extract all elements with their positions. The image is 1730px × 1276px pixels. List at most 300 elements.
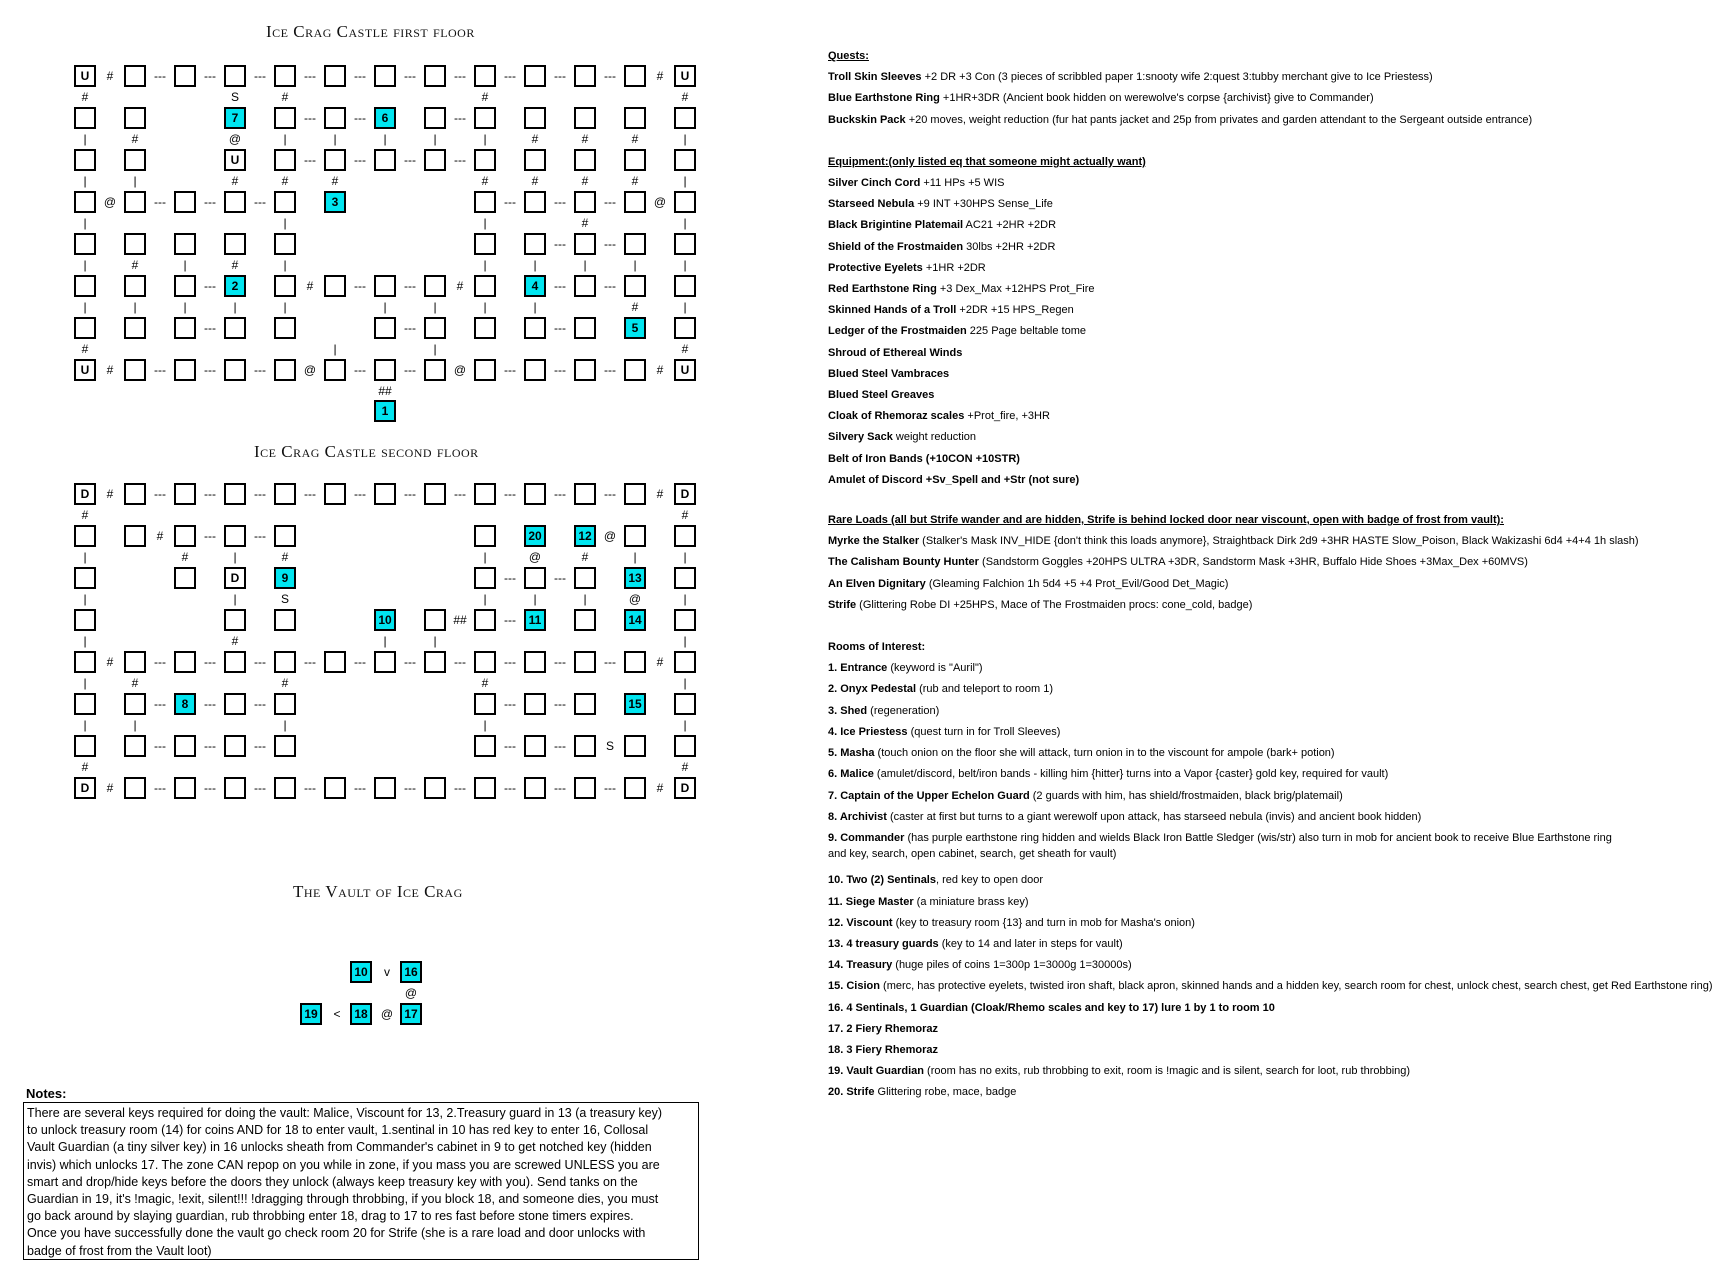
item-name: Protective Eyelets <box>828 261 923 274</box>
map-connector: --- <box>204 279 216 293</box>
labeled-room: U <box>74 359 96 381</box>
map-connector: --- <box>354 487 366 501</box>
map-connector: | <box>83 174 87 188</box>
map-connector: --- <box>554 279 566 293</box>
item-name: Myrke the Stalker <box>828 535 920 548</box>
room-box <box>224 233 246 255</box>
room-box <box>324 359 346 381</box>
item-name: Buckskin Pack <box>828 113 906 126</box>
map-connector: --- <box>204 321 216 335</box>
labeled-room: D <box>674 777 696 799</box>
item-name: Amulet of Discord +Sv_Spell and +Str (not sure) <box>828 473 1080 486</box>
map-connector: | <box>683 550 687 564</box>
map-connector: --- <box>354 111 366 125</box>
room-box <box>374 317 396 339</box>
room-box <box>324 275 346 297</box>
map-connector: # <box>81 508 89 522</box>
numbered-room: 5 <box>624 317 646 339</box>
map-connector: # <box>106 363 114 377</box>
map-connector: # <box>631 174 639 188</box>
room-box <box>224 65 246 87</box>
item-desc: Glittering robe, mace, badge <box>874 1086 1017 1099</box>
room-box <box>74 107 96 129</box>
map-connector: | <box>633 258 637 272</box>
room-box <box>674 567 696 589</box>
room-box <box>274 735 296 757</box>
room-box <box>324 107 346 129</box>
item-desc: +2 DR +3 Con (3 pieces of scribbled paper 1:snooty wife 2:quest 3:tubby merchant give to Ice Priestess) <box>921 71 1433 84</box>
room-box <box>574 65 596 87</box>
map-connector: @ <box>380 1007 394 1021</box>
map-connector: | <box>283 718 287 732</box>
map-connector: --- <box>454 153 466 167</box>
quests-header: Quests: <box>828 50 869 62</box>
map-connector: --- <box>154 781 166 795</box>
map-connector: --- <box>504 739 516 753</box>
rare-loads-list <box>828 531 1728 616</box>
map-connector: # <box>531 174 539 188</box>
room-box <box>574 149 596 171</box>
room-box <box>124 651 146 673</box>
room-box <box>124 735 146 757</box>
map-connector: | <box>683 132 687 146</box>
item-desc: weight reduction <box>892 431 977 444</box>
room-box <box>474 149 496 171</box>
map-connector: | <box>483 300 487 314</box>
room-box <box>474 359 496 381</box>
map-connector: --- <box>354 363 366 377</box>
map-connector: --- <box>554 655 566 669</box>
room-box <box>674 735 696 757</box>
room-box <box>524 107 546 129</box>
numbered-room: 6 <box>374 107 396 129</box>
item-name: 13. 4 treasury guards <box>828 937 939 950</box>
item-desc: (Stalker's Mask INV_HIDE {don't think this loads anymore}, Straightback Dirk 2d9 +3HR HASTE Slow_Poison, Black Wakizashi 6d4 +4+4 1h slash) <box>919 535 1639 548</box>
room-box <box>224 317 246 339</box>
map-connector: | <box>683 258 687 272</box>
map-connector: < <box>333 1007 341 1021</box>
room-box <box>674 233 696 255</box>
room-box <box>374 359 396 381</box>
map-connector: # <box>81 760 89 774</box>
map-connector: S <box>230 90 240 104</box>
labeled-room: U <box>674 65 696 87</box>
map-connector: --- <box>304 487 316 501</box>
quests-list <box>828 67 1728 131</box>
map-connector: --- <box>604 487 616 501</box>
item-name: 9. Commander <box>828 831 905 844</box>
room-box <box>674 317 696 339</box>
map-connector: # <box>481 174 489 188</box>
room-box <box>324 65 346 87</box>
list-item <box>828 870 1728 891</box>
numbered-room: 17 <box>400 1003 422 1025</box>
map-connector: # <box>631 300 639 314</box>
map-connector: --- <box>254 363 266 377</box>
map-connector: @ <box>653 195 667 209</box>
equipment-list <box>828 173 1728 491</box>
item-desc: (Sandstorm Goggles +20HPS ULTRA +3DR, Sandstorm Mask +3HR, Buffalo Hide Shoes +3Max_Dex +60MVS) <box>978 556 1528 569</box>
room-box <box>374 483 396 505</box>
map-connector: # <box>656 487 664 501</box>
room-box <box>524 149 546 171</box>
map-connector: # <box>131 676 139 690</box>
map-connector: # <box>281 90 289 104</box>
map-connector: # <box>656 363 664 377</box>
map-connector: # <box>656 655 664 669</box>
map-connector: --- <box>504 655 516 669</box>
labeled-room: D <box>74 483 96 505</box>
map-connector: --- <box>504 69 516 83</box>
map-connector: # <box>281 676 289 690</box>
item-name: 20. Strife <box>828 1086 875 1099</box>
map-connector: --- <box>554 237 566 251</box>
list-item <box>828 88 1728 109</box>
item-name: 3. Shed <box>828 704 868 717</box>
map-connector: | <box>683 300 687 314</box>
item-name: 12. Viscount <box>828 916 893 929</box>
map-connector: --- <box>304 69 316 83</box>
map-connector: | <box>483 718 487 732</box>
map-connector: @ <box>103 195 117 209</box>
item-name: Silver Cinch Cord <box>828 177 921 190</box>
map-connector: # <box>81 342 89 356</box>
list-item <box>828 722 1728 743</box>
map-connector: | <box>483 132 487 146</box>
map-connector: | <box>83 634 87 648</box>
room-box <box>524 735 546 757</box>
map-connector: S <box>280 592 290 606</box>
map-connector: --- <box>554 363 566 377</box>
item-name: Skinned Hands of a Troll <box>828 304 957 317</box>
item-name: The Calisham Bounty Hunter <box>828 556 979 569</box>
item-desc: (2 guards with him, has shield/frostmaiden, black brig/platemail) <box>1029 789 1343 802</box>
room-box <box>424 317 446 339</box>
item-desc: (key to treasury room {13} and turn in mob for Masha's onion) <box>892 916 1195 929</box>
room-box <box>624 191 646 213</box>
map-connector: # <box>681 90 689 104</box>
item-name: 16. 4 Sentinals, 1 Guardian (Cloak/Rhemo scales and key to 17) lure 1 by 1 to room 10 <box>828 1001 1275 1014</box>
room-box <box>74 317 96 339</box>
map-connector: --- <box>354 279 366 293</box>
room-box <box>124 525 146 547</box>
room-box <box>474 651 496 673</box>
room-box <box>224 735 246 757</box>
room-box <box>574 693 596 715</box>
map-connector: --- <box>554 739 566 753</box>
map-connector: # <box>456 279 464 293</box>
list-item <box>828 764 1728 785</box>
map-connector: | <box>433 132 437 146</box>
room-box <box>674 693 696 715</box>
room-box <box>324 483 346 505</box>
item-name: Ledger of the Frostmaiden <box>828 325 967 338</box>
room-box <box>274 651 296 673</box>
list-item <box>828 976 1728 997</box>
room-box <box>74 275 96 297</box>
map-connector: --- <box>504 613 516 627</box>
notes-line: Guardian in 19, it's !magic, !exit, silent!!! !dragging through throbbing, if you block 18, and someone dies, you must <box>27 1192 659 1207</box>
room-box <box>74 191 96 213</box>
map-connector: | <box>83 550 87 564</box>
map-connector: | <box>233 300 237 314</box>
item-name: 2. Onyx Pedestal <box>828 683 917 696</box>
room-box <box>224 359 246 381</box>
rooms-header: Rooms of Interest: <box>828 641 926 654</box>
map-connector: | <box>433 300 437 314</box>
room-box <box>224 777 246 799</box>
map-connector: --- <box>404 781 416 795</box>
room-box <box>474 525 496 547</box>
map-connector: | <box>83 592 87 606</box>
list-item <box>828 300 1728 321</box>
map-connector: | <box>83 718 87 732</box>
map-connector: | <box>83 300 87 314</box>
equipment-header: Equipment:(only listed eq that someone might actually want) <box>828 155 1146 168</box>
map-connector: --- <box>204 487 216 501</box>
map-connector: v <box>384 965 390 979</box>
room-box <box>424 651 446 673</box>
map-connector: --- <box>504 697 516 711</box>
numbered-room: 4 <box>524 275 546 297</box>
room-box <box>274 233 296 255</box>
item-name: 7. Captain of the Upper Echelon Guard <box>828 789 1030 802</box>
item-name: Belt of Iron Bands (+10CON +10STR) <box>828 452 1020 465</box>
map-connector: --- <box>554 69 566 83</box>
map-connector: | <box>383 634 387 648</box>
map-connector: # <box>656 69 664 83</box>
map-connector: --- <box>254 529 266 543</box>
map-connector: # <box>156 529 164 543</box>
item-desc: (Gleaming Falchion 1h 5d4 +5 +4 Prot_Evil/Good Det_Magic) <box>925 577 1229 590</box>
item-desc: +11 HPs +5 WIS <box>920 177 1005 190</box>
room-box <box>124 107 146 129</box>
item-desc: +20 moves, weight reduction (fur hat pants jacket and 25p from privates and garden attendant to the Sergeant outside entrance) <box>905 113 1533 126</box>
map-connector: | <box>433 634 437 648</box>
room-box <box>624 735 646 757</box>
list-item <box>828 1040 1728 1061</box>
map-connector: @ <box>603 529 617 543</box>
map-connector: --- <box>604 655 616 669</box>
map-connector: # <box>231 634 239 648</box>
map-connector: # <box>81 90 89 104</box>
room-box <box>174 777 196 799</box>
map-connector: --- <box>254 739 266 753</box>
map-connector: # <box>306 279 314 293</box>
item-desc: (room has no exits, rub throbbing to exit, room is !magic and is silent, search for loot, rub throbbing) <box>923 1065 1411 1078</box>
room-box <box>424 359 446 381</box>
map-connector: --- <box>204 655 216 669</box>
notes-line: There are several keys required for doing the vault: Malice, Viscount for 13, 2.Treasury guard in 13 (a treasury key) <box>27 1106 663 1120</box>
map-connector: | <box>283 132 287 146</box>
room-box <box>224 609 246 631</box>
map-connector: --- <box>404 655 416 669</box>
room-box <box>524 317 546 339</box>
room-box <box>124 359 146 381</box>
room-box <box>424 275 446 297</box>
item-desc: (regeneration) <box>867 704 940 717</box>
room-box <box>424 777 446 799</box>
map-connector: # <box>231 174 239 188</box>
list-item <box>828 237 1728 258</box>
map-connector: --- <box>204 363 216 377</box>
notes-line: smart and drop/hide keys before the doors they unlock (always keep treasury key with you). Send tanks on the <box>27 1174 638 1189</box>
map-connector: --- <box>404 363 416 377</box>
item-name: 15. Cision <box>828 980 880 993</box>
rooms-list <box>828 658 1728 1103</box>
item-name: Shield of the Frostmaiden <box>828 240 964 253</box>
map-connector: --- <box>154 69 166 83</box>
map-connector: | <box>283 258 287 272</box>
room-box <box>574 191 596 213</box>
room-box <box>124 693 146 715</box>
room-box <box>124 233 146 255</box>
numbered-room: 9 <box>274 567 296 589</box>
map-connector: | <box>483 258 487 272</box>
map-connector: --- <box>204 529 216 543</box>
room-box <box>624 233 646 255</box>
room-box <box>574 651 596 673</box>
list-item <box>828 913 1728 934</box>
room-box <box>224 693 246 715</box>
labeled-room: U <box>224 149 246 171</box>
item-desc: AC21 +2HR +2DR <box>963 219 1057 232</box>
room-box <box>624 525 646 547</box>
map-connector: --- <box>604 781 616 795</box>
map-connector: # <box>106 69 114 83</box>
notes-line: badge of frost from the Vault loot) <box>27 1243 212 1258</box>
room-box <box>174 275 196 297</box>
map-connector: # <box>281 174 289 188</box>
room-box <box>524 65 546 87</box>
room-box <box>624 149 646 171</box>
list-item <box>828 215 1728 236</box>
room-box <box>674 609 696 631</box>
item-desc: (merc, has protective eyelets, twisted iron shaft, black apron, skinned hands and a hidden key, search room for chest, unlock chest, search chest, get Red Earthstone ring) <box>879 980 1713 993</box>
item-name: 19. Vault Guardian <box>828 1065 924 1078</box>
item-name: Troll Skin Sleeves <box>828 71 922 84</box>
map-connector: --- <box>354 655 366 669</box>
labeled-room: D <box>674 483 696 505</box>
room-box <box>524 191 546 213</box>
map-connector: --- <box>254 655 266 669</box>
item-desc: (has purple earthstone ring hidden and wields Black Iron Battle Sledger (wis/str) also turn in mob for ancient book to receive Blue Earthstone ring <box>904 831 1612 844</box>
map-connector: --- <box>604 363 616 377</box>
room-box <box>174 65 196 87</box>
map-connector: --- <box>204 195 216 209</box>
room-box <box>624 777 646 799</box>
map-connector: # <box>481 676 489 690</box>
list-item <box>828 595 1728 616</box>
room-box <box>224 191 246 213</box>
room-box <box>124 317 146 339</box>
map-connector: --- <box>404 153 416 167</box>
map-connector: --- <box>554 487 566 501</box>
room-box <box>274 65 296 87</box>
map-connector: | <box>483 592 487 606</box>
map-connector: | <box>283 300 287 314</box>
item-desc: 30lbs +2HR +2DR <box>963 240 1056 253</box>
map-connector: | <box>533 592 537 606</box>
list-item <box>828 364 1728 385</box>
item-desc: (huge piles of coins 1=300p 1=3000g 1=30000s) <box>892 959 1132 972</box>
room-box <box>224 651 246 673</box>
map-connector: --- <box>504 487 516 501</box>
map-connector: @ <box>228 132 242 146</box>
map-connector: | <box>133 300 137 314</box>
room-box <box>524 483 546 505</box>
map-connector: --- <box>554 195 566 209</box>
room-box <box>174 525 196 547</box>
list-item <box>828 67 1728 88</box>
map-connector: ## <box>378 384 392 398</box>
room-box <box>424 107 446 129</box>
room-box <box>274 275 296 297</box>
room-box <box>524 567 546 589</box>
map-connector: @ <box>528 550 542 564</box>
map-connector: --- <box>454 69 466 83</box>
notes-box <box>23 1102 699 1260</box>
room-box <box>624 107 646 129</box>
map-connector: # <box>531 132 539 146</box>
info-column <box>828 46 1728 1104</box>
item-name: Strife <box>828 598 857 611</box>
room-box <box>274 107 296 129</box>
item-name: 11. Siege Master <box>828 895 914 908</box>
item-name: 6. Malice <box>828 768 874 781</box>
room-box <box>74 233 96 255</box>
numbered-room: 14 <box>624 609 646 631</box>
list-item <box>828 786 1728 807</box>
map-connector: --- <box>304 781 316 795</box>
item-desc: +1HR +2DR <box>922 261 986 274</box>
room-box <box>474 317 496 339</box>
room-box <box>174 191 196 213</box>
room-box <box>124 483 146 505</box>
item-name: Blued Steel Vambraces <box>828 367 950 380</box>
numbered-room: 11 <box>524 609 546 631</box>
room-box <box>474 777 496 799</box>
room-box <box>174 359 196 381</box>
map-connector: | <box>683 718 687 732</box>
room-box <box>374 149 396 171</box>
list-item <box>828 658 1728 679</box>
map-connector: --- <box>404 69 416 83</box>
item-desc: (quest turn in for Troll Sleeves) <box>907 725 1061 738</box>
room-box <box>174 735 196 757</box>
room-box <box>674 275 696 297</box>
map-connector: --- <box>504 195 516 209</box>
numbered-room: 20 <box>524 525 546 547</box>
list-item <box>828 955 1728 976</box>
map-connector: # <box>581 174 589 188</box>
item-name: An Elven Dignitary <box>828 577 926 590</box>
list-item <box>828 470 1728 491</box>
map-connector: | <box>83 216 87 230</box>
map-connector: --- <box>354 69 366 83</box>
room-box <box>274 317 296 339</box>
numbered-room: 18 <box>350 1003 372 1025</box>
map-connector: # <box>131 132 139 146</box>
map-connector: | <box>83 676 87 690</box>
map-connector: # <box>181 550 189 564</box>
map-connector: # <box>281 550 289 564</box>
map-connector: # <box>106 655 114 669</box>
room-box <box>274 483 296 505</box>
room-box <box>324 651 346 673</box>
map-connector: | <box>683 216 687 230</box>
list-item <box>828 892 1728 913</box>
